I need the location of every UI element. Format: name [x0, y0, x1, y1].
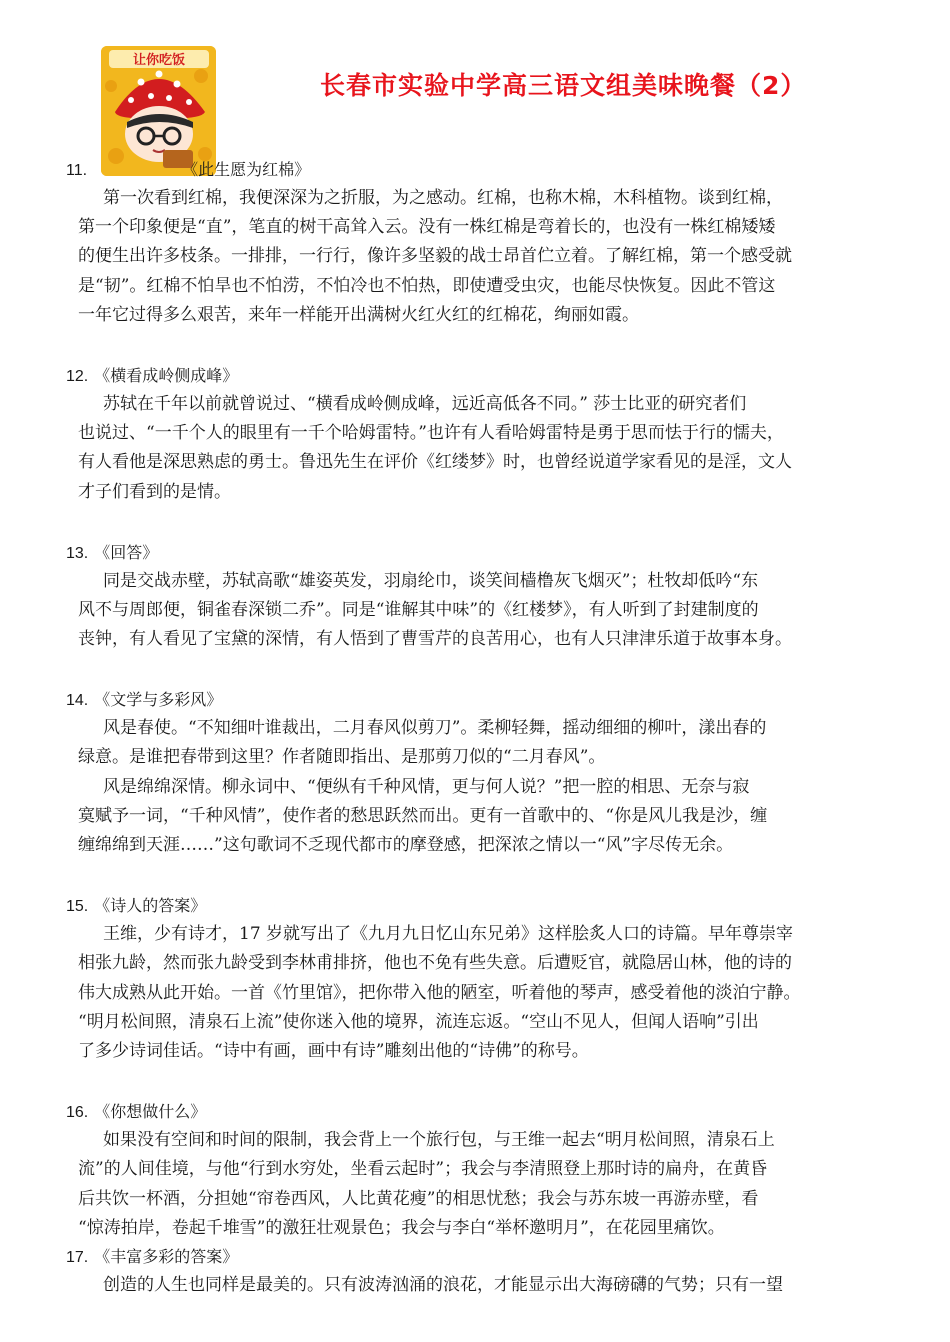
section-heading — [66, 156, 890, 184]
section-number: 15. — [66, 898, 89, 916]
essay-section — [66, 539, 890, 655]
section-heading — [66, 362, 890, 390]
paragraph-line: 同是交战赤壁，苏轼高歌“雄姿英发，羽扇纶巾，谈笑间樯橹灰飞烟灭”；杜牧却低吟“东 — [103, 570, 759, 591]
paragraph-line: 风是绵绵深情。柳永词中、“便纵有千种风情，更与何人说？”把一腔的相思、无奈与寂 — [103, 776, 750, 797]
essay-section — [66, 1243, 890, 1300]
paragraph-line: 后共饮一杯酒，分担她“帘卷西风，人比黄花瘦”的相思忧愁；我会与苏东坡一再游赤壁，看 — [78, 1188, 759, 1209]
paragraph-line: “明月松间照，清泉石上流”使你迷入他的境界，流连忘返。“空山不见人，但闻人语响”引出 — [78, 1011, 759, 1032]
essay-section — [66, 1098, 890, 1243]
section-title: 《回答》 — [94, 542, 159, 562]
paragraph-line: 是“韧”。红棉不怕旱也不怕涝，不怕冷也不怕热，即使遭受虫灾，也能尽快恢复。因此不管这 — [78, 275, 776, 296]
paragraph-line: 苏轼在千年以前就曾说过、“横看成岭侧成峰，远近高低各不同。” 莎士比亚的研究者们 — [103, 393, 747, 414]
section-heading — [66, 686, 890, 714]
section-title: 《你想做什么》 — [94, 1102, 207, 1122]
paragraph-line: “惊涛拍岸，卷起千堆雪”的激狂壮观景色；我会与李白“举杯邀明月”，在花园里痛饮。 — [78, 1217, 725, 1238]
paragraph-line: 如果没有空间和时间的限制，我会背上一个旅行包，与王维一起去“明月松间照，清泉石上 — [103, 1130, 775, 1151]
paragraph-line: 伟大成熟从此开始。一首《竹里馆》，把你带入他的陋室，听着他的琴声，感受着他的淡泊宁静。 — [78, 982, 801, 1003]
section-title: 《诗人的答案》 — [94, 896, 207, 916]
essay-section — [66, 362, 890, 507]
document-body — [66, 156, 890, 1300]
paragraph-line: 了多少诗词佳话。“诗中有画，画中有诗”雕刻出他的“诗佛”的称号。 — [78, 1040, 589, 1061]
section-number: 16. — [66, 1104, 89, 1122]
section-heading — [66, 539, 890, 567]
section-heading — [66, 1243, 890, 1271]
paragraph-line: 风不与周郎便，铜雀春深锁二乔”。同是“谁解其中味”的《红楼梦》，有人听到了封建制度的 — [78, 599, 759, 620]
paragraph-line: 王维，少有诗才，17 岁就写出了《九月九日忆山东兄弟》这样脍炙人口的诗篇。早年尊崇宰 — [103, 924, 794, 945]
paragraph-line: 流”的人间佳境，与他“行到水穷处，坐看云起时”；我会与李清照登上那时诗的扁舟，在黄昏 — [78, 1159, 768, 1180]
paragraph-line: 有人看他是深思熟虑的勇士。鲁迅先生在评价《红缕梦》时，也曾经说道学家看见的是淫，文人 — [78, 452, 792, 473]
essay-section — [66, 686, 890, 860]
paragraph-line: 第一次看到红棉，我便深深为之折服，为之感动。红棉，也称木棉，木科植物。谈到红棉， — [103, 188, 783, 208]
paragraph-line: 相张九龄，然而张九龄受到李林甫排挤，他也不免有些失意。后遭贬官，就隐居山林，他的诗的 — [78, 953, 792, 974]
paragraph-line: 第一个印象便是“直”，笔直的树干高耸入云。没有一株红棉是弯着长的，也没有一株红棉矮矮 — [78, 217, 776, 238]
paragraph-line: 寞赋予一词，“千种风情”，使作者的愁思跃然而出。更有一首歌中的、“你是风儿我是沙，缠 — [78, 805, 768, 826]
paragraph-line: 创造的人生也同样是最美的。只有波涛汹涌的浪花，才能显示出大海磅礴的气势；只有一望 — [103, 1274, 783, 1295]
section-title: 《横看成岭侧成峰》 — [94, 365, 239, 385]
section-number: 17. — [66, 1248, 89, 1266]
section-number: 12. — [66, 367, 89, 385]
essay-section — [66, 892, 890, 1066]
section-number: 14. — [66, 692, 89, 710]
paragraph-line: 也说过、“一千个人的眼里有一千个哈姆雷特。”也许有人看哈姆雷特是勇于思而怯于行的懦夫， — [78, 423, 784, 444]
paragraph-line: 缠绵绵到天涯……”这句歌词不乏现代都市的摩登感，把深浓之情以一“风”字尽传无余。 — [78, 835, 734, 855]
document-title: 长春市实验中学高三语文组美味晚餐（2） — [320, 71, 807, 100]
paragraph-line: 绿意。是谁把春带到这里？作者随即指出、是那剪刀似的“二月春风”。 — [78, 747, 606, 768]
section-number: 13. — [66, 544, 89, 562]
paragraph-line: 风是春使。“不知细叶谁裁出，二月春风似剪刀”。柔柳轻舞，摇动细细的柳叶，漾出春的 — [103, 718, 767, 739]
section-title: 《此生愿为红棉》 — [182, 160, 311, 179]
section-heading — [66, 1098, 890, 1126]
paragraph-line: 丧钟，有人看见了宝黛的深情，有人悟到了曹雪芹的良苦用心，也有人只津津乐道于故事本身。 — [78, 629, 792, 650]
section-title: 《丰富多彩的答案》 — [94, 1246, 239, 1266]
paragraph-line: 才子们看到的是情。 — [78, 481, 231, 502]
logo-caption: 让你吃饭 — [132, 53, 186, 68]
section-title: 《文学与多彩风》 — [94, 690, 223, 710]
paragraph-line: 的便生出许多枝条。一排排，一行行，像许多坚毅的战士昂首伫立着。了解红棉，第一个感受就 — [78, 246, 792, 267]
paragraph-line: 一年它过得多么艰苦，来年一样能开出满树火红火红的红棉花，绚丽如霞。 — [78, 304, 639, 325]
section-heading — [66, 892, 890, 920]
essay-section — [66, 156, 890, 330]
section-number: 11. — [66, 162, 88, 179]
